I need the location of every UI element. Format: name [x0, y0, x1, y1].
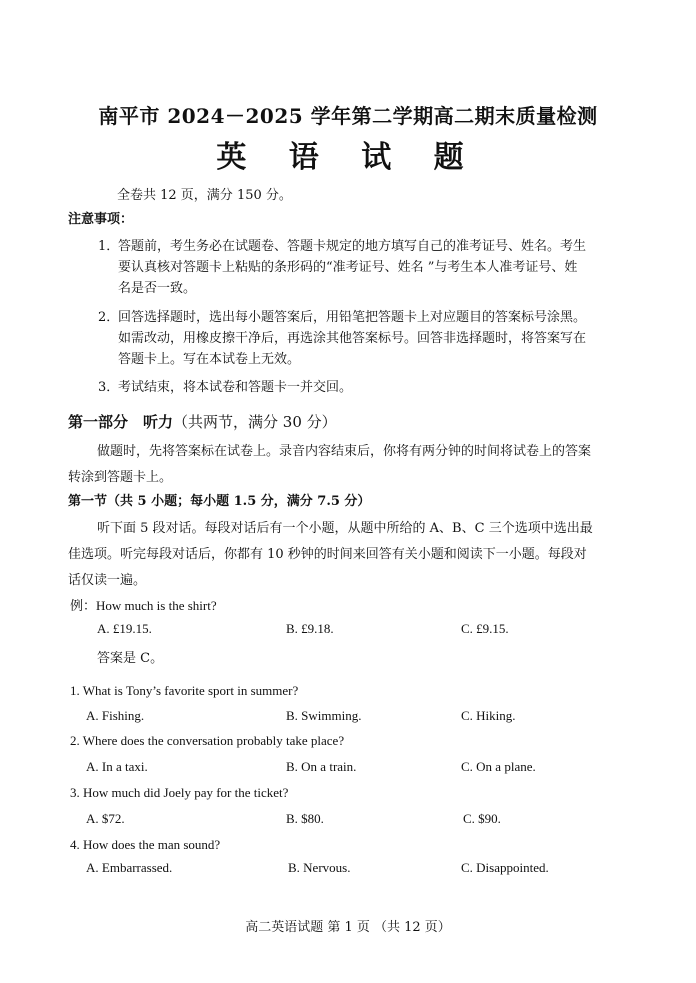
notice-item-number: 2．	[98, 310, 120, 325]
question-text: 4. How does the man sound?	[70, 837, 221, 852]
exam-subtitle: 英 语 试 题	[216, 140, 480, 175]
notice-item-number: 1．	[98, 239, 120, 254]
option-a: A. Embarrassed.	[86, 860, 173, 875]
part-instruction-line: 转涂到答题卡上。	[68, 470, 173, 485]
notice-item-line: 考试结束，将本试卷和答题卡一并交回。	[118, 380, 353, 395]
section-instruction-line: 听下面 5 段对话。每段对话后有一个小题，从题中所给的 A、B、C 三个选项中选出最	[97, 521, 593, 536]
option-b: B. £9.18.	[286, 621, 334, 636]
intro-text: 全卷共 12 页，满分 150 分。	[117, 188, 292, 203]
question-text: 2. Where does the conversation probably take place?	[70, 733, 345, 748]
question-text: 3. How much did Joely pay for the ticket?	[70, 785, 289, 800]
option-a: A. Fishing.	[86, 708, 145, 723]
example-answer: 答案是 C。	[97, 651, 164, 666]
notice-item-line: 如需改动，用橡皮擦干净后，再选涂其他答案标号。回答非选择题时，将答案写在	[118, 331, 587, 346]
option-a: A. £19.15.	[97, 621, 152, 636]
option-b: B. $80.	[286, 811, 324, 826]
exam-title: 南平市 2024－2025 学年第二学期高二期末质量检测	[98, 104, 598, 128]
notice-heading: 注意事项：	[68, 212, 134, 227]
example-question-text: How much is the shirt?	[96, 598, 217, 613]
option-b: B. Swimming.	[286, 708, 362, 723]
section-instruction-line: 话仅读一遍。	[68, 573, 147, 588]
notice-item-line: 要认真核对答题卡上粘贴的条形码的“准考证号、姓名 ”与考生本人准考证号、姓	[118, 260, 578, 275]
notice-item-line: 答题前，考生务必在试题卷、答题卡规定的地方填写自己的准考证号、姓名。考生	[118, 239, 587, 254]
part-heading-title: 第一部分 听力	[68, 413, 174, 431]
notice-item-line: 名是否一致。	[118, 281, 197, 296]
section-instruction-line: 佳选项。听完每段对话后，你都有 10 秒钟的时间来回答有关小题和阅读下一小题。每段对	[68, 547, 587, 562]
option-a: A. In a taxi.	[86, 759, 148, 774]
option-a: A. $72.	[86, 811, 125, 826]
part-heading-detail: （共两节，满分 30 分）	[173, 413, 337, 431]
example-prefix: 例：	[70, 598, 97, 613]
option-c: C. Disappointed.	[461, 860, 549, 875]
part-heading	[68, 411, 337, 432]
notice-item-number: 3．	[98, 380, 120, 395]
section-heading: 第一节（共 5 小题；每小题 1.5 分，满分 7.5 分）	[68, 494, 371, 509]
notice-item-line: 答题卡上。写在本试卷上无效。	[118, 352, 301, 367]
option-c: C. $90.	[463, 811, 501, 826]
option-c: C. On a plane.	[461, 759, 536, 774]
option-c: C. £9.15.	[461, 621, 509, 636]
option-c: C. Hiking.	[461, 708, 516, 723]
question-text: 1. What is Tony’s favorite sport in summer?	[70, 683, 299, 698]
notice-item-line: 回答选择题时，选出每小题答案后，用铅笔把答题卡上对应题目的答案标号涂黑。	[118, 310, 587, 325]
option-b: B. Nervous.	[288, 860, 351, 875]
option-b: B. On a train.	[286, 759, 357, 774]
example-question	[70, 595, 217, 614]
page-footer: 高二英语试题 第 1 页 （共 12 页）	[245, 920, 451, 935]
part-instruction-line: 做题时，先将答案标在试卷上。录音内容结束后，你将有两分钟的时间将试卷上的答案	[97, 444, 592, 459]
